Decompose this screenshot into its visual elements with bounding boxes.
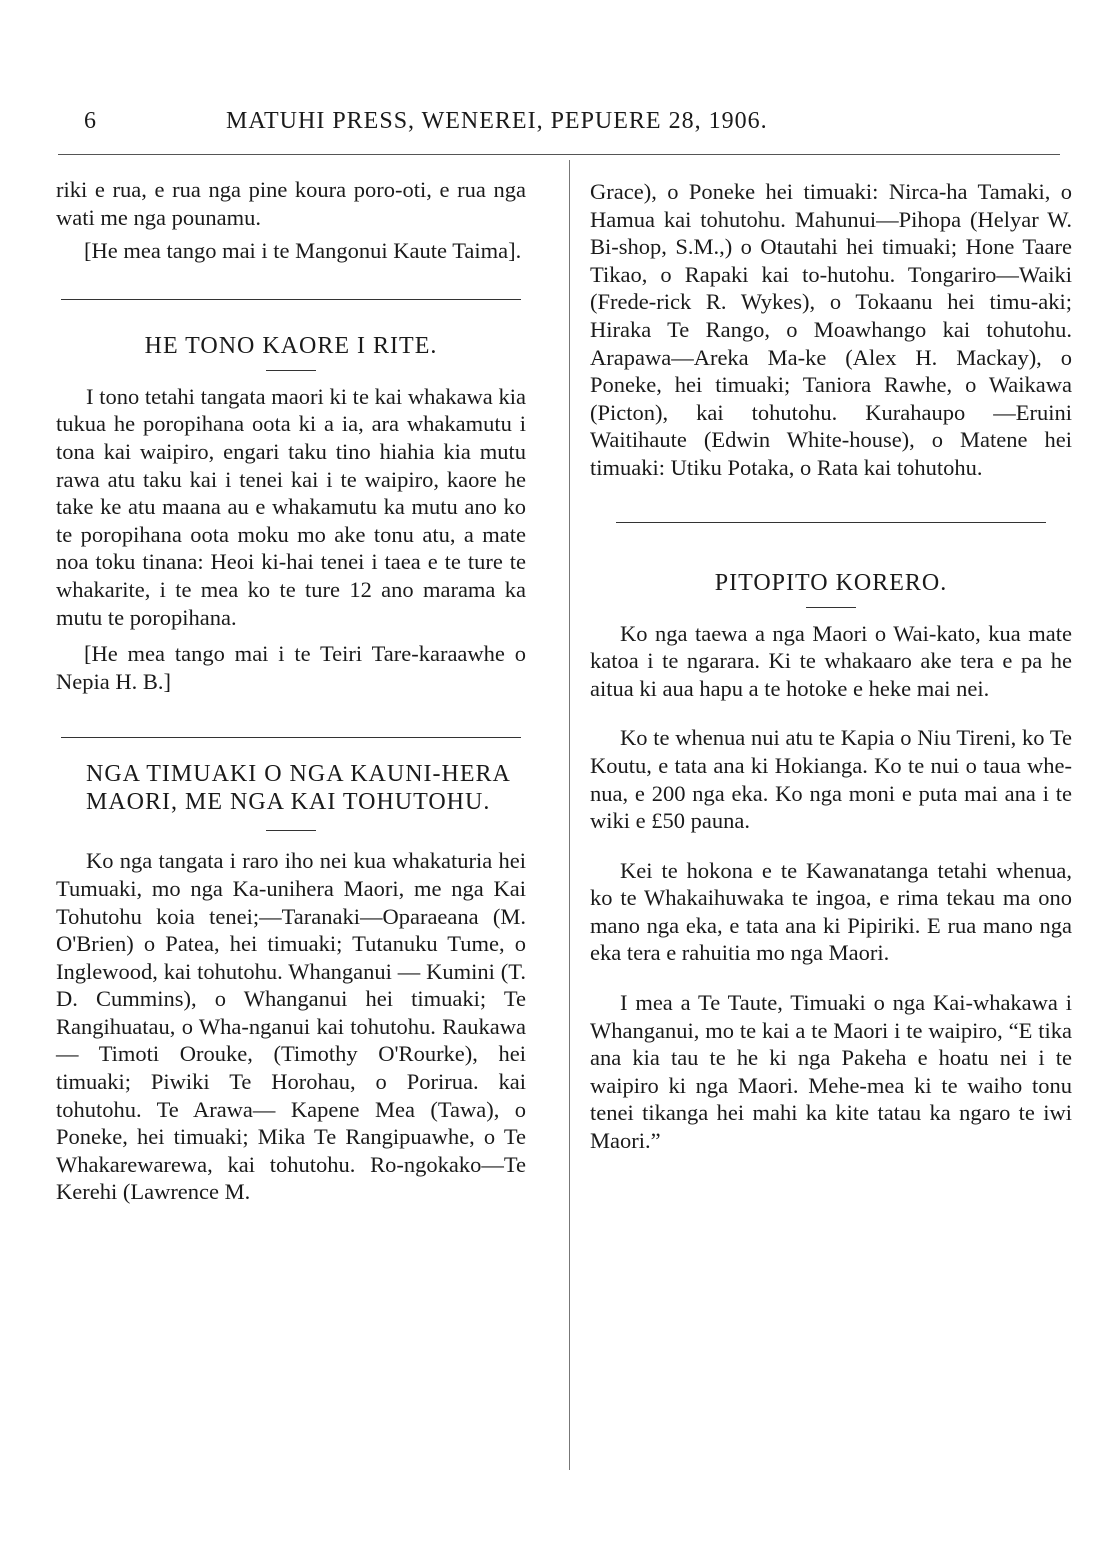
opening-paragraph: riki e rua, e rua nga pine koura poro-oti, e rua nga wati me nga pounamu.: [56, 177, 526, 230]
column-divider: [569, 160, 570, 1470]
article-body-tono: I tono tetahi tangata maori ki te kai whakawa kia tukua he poropihana oota ki a ia, ara whakamutu i tona kai waipiro, engari taku tino hiahia kia mutu rawa atu taku kai i tenei kai i te waipiro, kaore he take ke atu maana au e whakamutu ka mutu ano ko te poropihana oota moku mo ake tonu atu, a mate noa toku tinana: Heoi ki-hai tenei i taea e te ture te whakarite, i te mea ko te ture 12 ano marama ka mutu te poropihana.: [56, 383, 526, 630]
section-rule: [616, 522, 1046, 523]
news-item: Ko nga taewa a nga Maori o Wai-kato, kua mate katoa i te ngarara. Ki te whakaaro ake tera e pa he aitua ki aua hapu a te hotoke e heke mai nei.: [590, 620, 1072, 701]
page-header: [84, 108, 1074, 144]
news-item: Kei te hokona e te Kawanatanga tetahi whenua, ko te Whakaihuwaka te ingoa, e rima tekau ma ono mano nga eka, e tata ana ki Pipiriki. E rua mano nga eka tera e rahuitia mo nga Maori.: [590, 857, 1072, 966]
page-number: 6: [84, 108, 97, 134]
news-item: Ko te whenua nui atu te Kapia o Niu Tireni, ko Te Koutu, e tata ana ki Hokianga. Ko te nui o taua whe-nua, e 200 nga eka. Ko nga moni e puta mai ana i te wiki e £50 pauna.: [590, 725, 1072, 834]
continuation-paragraph: Grace), o Poneke hei timuaki: Nirca-ha Tamaki, o Hamua kai tohutohu. Mahunui—Pihopa (Helyar W. Bi-shop, S.M.,) o Otautahi hei timuaki; Hone Taare Tikao, o Rapaki kai to-hutohu. Tongariro—Waiki (Frede-rick R. Wykes), o Tokaanu hei timu-aki; Hiraka Te Rango, o Moawhango kai tohutohu. Arapawa—Areka Ma-ke (Alex H. Mackay), o Poneke, hei timuaki; Taniora Rawhe, o Waikawa (Picton), kai tohutohu. Kurahaupo —Eruini Waitihaute (Edwin White-house), o Matene hei timuaki: Utiku Potaka, o Rata kai tohutohu.: [590, 179, 1072, 480]
title-underline: [806, 607, 856, 608]
title-underline: [266, 370, 316, 371]
article-title-pitopito: PITOPITO KORERO.: [714, 569, 948, 596]
header-rule: [58, 154, 1060, 155]
article-body-timuaki: Ko nga tangata i raro iho nei kua whakaturia hei Tumuaki, mo nga Ka-unihera Maori, me nga Kai Tohutohu koia tenei;—Taranaki—Oparaeana (M. O'Brien) o Patea, hei timuaki; Tutanuku Tume, o Inglewood, kai tohutohu. Whanganui — Kumini (T. D. Cummins), o Whanganui hei timuaki; Te Rangihuatau, o Wha-nganui kai tohutohu. Raukawa— Timoti Orouke, (Timothy O'Rourke), hei timuaki; Piwiki Te Horohau, o Porirua. kai tohutohu. Te Arawa— Kapene Mea (Tawa), o Poneke, hei timuaki; Mika Te Rangipuawhe, o Te Whakarewarewa, kai tohutohu. Ro-ngokako—Te Kerehi (Lawrence M.: [56, 848, 526, 1205]
article-title-tono: HE TONO KAORE I RITE.: [144, 332, 438, 359]
section-rule: [61, 737, 521, 738]
section-rule: [61, 299, 521, 300]
article-source-note-tono: [He mea tango mai i te Teiri Tare-karaawhe o Nepia H. B.]: [56, 641, 526, 694]
left-column: [56, 176, 526, 1206]
masthead: MATUHI PRESS, WENEREI, PEPUERE 28, 1906.: [226, 108, 768, 134]
title-underline: [266, 830, 316, 831]
opening-source-note: [He mea tango mai i te Mangonui Kaute Taima].: [84, 238, 522, 264]
news-item: I mea a Te Taute, Timuaki o nga Kai-whakawa i Whanganui, mo te kai a te Maori i te waipiro, “E tika ana kia tau te he ki nga Pakeha e hoatu nei i te waipiro ki nga Maori. Mehe-mea ki te waiho tonu tenei tikanga hei mahi ka kite tatau ka ngaro te iwi Maori.”: [590, 990, 1072, 1154]
article-title-timuaki: NGA TIMUAKI O NGA KAUNI-HERA MAORI, ME NGA KAI TOHUTOHU.: [86, 761, 510, 816]
right-column: [590, 178, 1072, 1155]
